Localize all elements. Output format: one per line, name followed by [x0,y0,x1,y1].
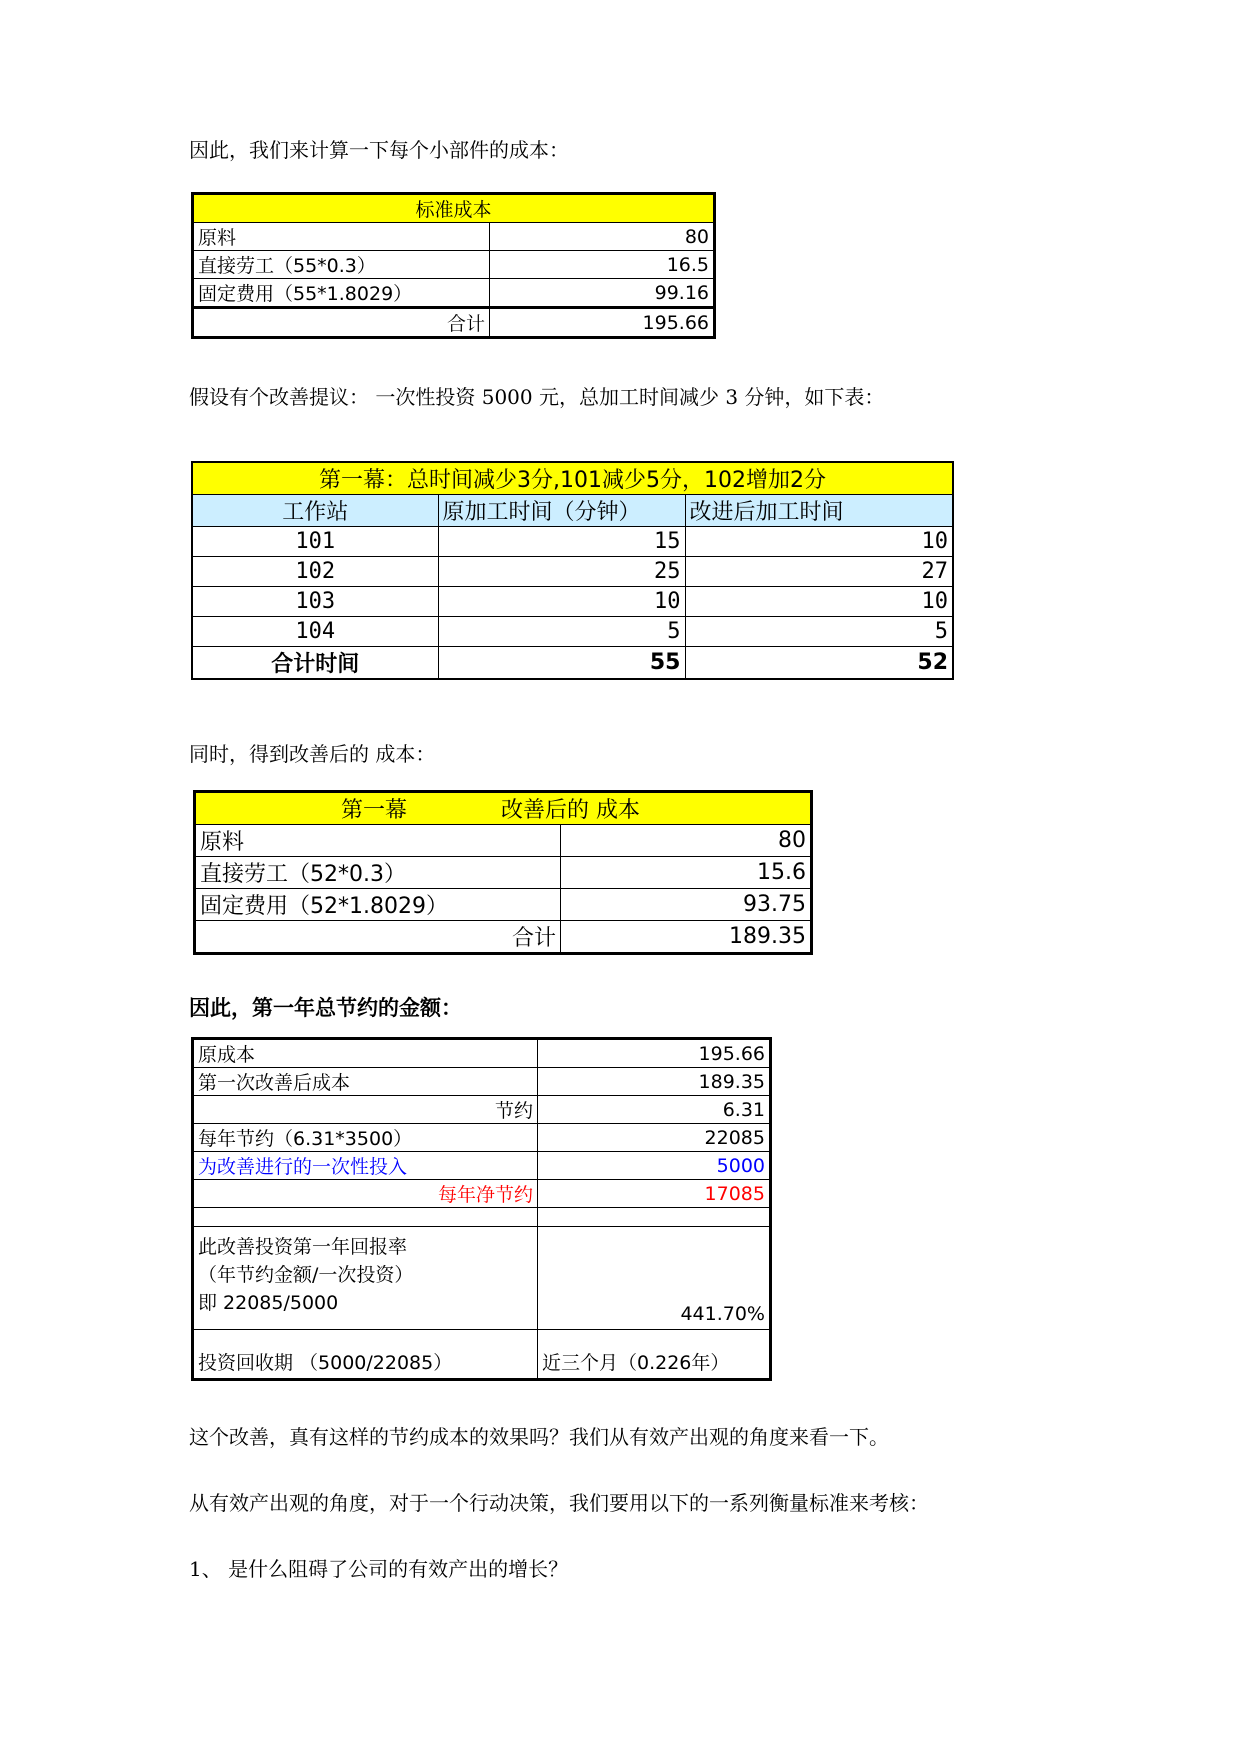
investment-label: 为改善进行的一次性投入 [193,1152,538,1180]
saving-label: 节约 [193,1096,538,1124]
station-id: 104 [192,617,438,647]
act1-time-title: 第一幕：总时间减少3分,101减少5分，102增加2分 [192,462,953,495]
station-id: 101 [192,527,438,557]
total-row [193,308,715,338]
blank-row [193,1208,771,1227]
improved-cost-label: 第一次改善后成本 [193,1068,538,1096]
station-id: 102 [192,557,438,587]
criteria-paragraph: 从有效产出观的角度，对于一个行动决策，我们要用以下的一系列衡量标准来考核： [189,1491,929,1515]
table-row [192,557,953,587]
roi-value: 441.70% [538,1227,771,1330]
total-value: 189.35 [561,921,812,954]
table-row [193,1068,771,1096]
cost-label: 直接劳工（52*0.3） [195,857,561,889]
cost-value: 93.75 [561,889,812,921]
cost-label: 原料 [193,223,490,251]
original-time: 15 [438,527,685,557]
header-improved-time: 改进后加工时间 [685,495,953,527]
improved-cost-title-right: 改善后的 成本 [501,798,641,823]
improved-cost-title [195,792,812,825]
saving-value: 6.31 [538,1096,771,1124]
payback-value: 近三个月（0.226年） [538,1330,771,1380]
investment-value: 5000 [538,1152,771,1180]
cost-label: 固定费用（55*1.8029） [193,279,490,308]
table-row [193,1152,771,1180]
table-row [192,617,953,647]
original-time: 5 [438,617,685,647]
improved-cost-paragraph: 同时，得到改善后的 成本： [189,742,436,766]
cost-value: 15.6 [561,857,812,889]
cost-label: 固定费用（52*1.8029） [195,889,561,921]
table-row [192,587,953,617]
improved-cost-table [193,790,813,955]
original-time: 25 [438,557,685,587]
savings-table [191,1037,772,1381]
roi-line-1: 此改善投资第一年回报率 [198,1236,408,1258]
annual-saving-value: 22085 [538,1124,771,1152]
table-row [193,1180,771,1208]
improved-cost-title-left: 第一幕 [341,798,408,823]
cost-value: 16.5 [490,251,715,279]
table-row [195,825,812,857]
savings-heading: 因此，第一年总节约的金额： [189,996,462,1020]
improved-time: 10 [685,527,953,557]
total-label: 合计 [193,308,490,338]
header-original-time: 原加工时间（分钟） [438,495,685,527]
proposal-paragraph: 假设有个改善提议： 一次性投资 5000 元，总加工时间减少 3 分钟，如下表： [189,385,885,409]
table-row [195,889,812,921]
total-row [195,921,812,954]
total-row [192,647,953,680]
roi-line-3: 即 22085/5000 [198,1292,339,1314]
roi-line-2: （年节约金额/一次投资） [198,1264,414,1286]
original-cost-value: 195.66 [538,1039,771,1068]
net-saving-label: 每年净节约 [193,1180,538,1208]
original-cost-label: 原成本 [193,1039,538,1068]
roi-label [193,1227,538,1330]
table-row [193,1330,771,1380]
list-item-1: 1、 是什么阻碍了公司的有效产出的增长？ [189,1557,569,1581]
total-improved-time: 52 [685,647,953,680]
improved-time: 10 [685,587,953,617]
table-row [193,1124,771,1152]
table-row [193,251,715,279]
total-original-time: 55 [438,647,685,680]
original-time: 10 [438,587,685,617]
improved-time: 27 [685,557,953,587]
header-station: 工作站 [192,495,438,527]
total-time-label: 合计时间 [192,647,438,680]
standard-cost-title: 标准成本 [193,194,715,223]
cost-label: 直接劳工（55*0.3） [193,251,490,279]
total-value: 195.66 [490,308,715,338]
table-row [193,1227,771,1330]
table-row [193,223,715,251]
table-row [193,279,715,308]
question-paragraph: 这个改善，真有这样的节约成本的效果吗？我们从有效产出观的角度来看一下。 [189,1425,889,1449]
standard-cost-table [191,192,716,339]
total-label: 合计 [195,921,561,954]
table-row [193,1039,771,1068]
payback-label: 投资回收期 （5000/22085） [193,1330,538,1380]
cost-value: 80 [490,223,715,251]
annual-saving-label: 每年节约（6.31*3500） [193,1124,538,1152]
table-row [195,857,812,889]
intro-paragraph: 因此，我们来计算一下每个小部件的成本： [189,138,569,162]
net-saving-value: 17085 [538,1180,771,1208]
improved-time: 5 [685,617,953,647]
table-row [193,1096,771,1124]
cost-value: 80 [561,825,812,857]
improved-cost-value: 189.35 [538,1068,771,1096]
table-row [192,527,953,557]
act1-time-table [191,461,954,680]
cost-value: 99.16 [490,279,715,308]
cost-label: 原料 [195,825,561,857]
station-id: 103 [192,587,438,617]
